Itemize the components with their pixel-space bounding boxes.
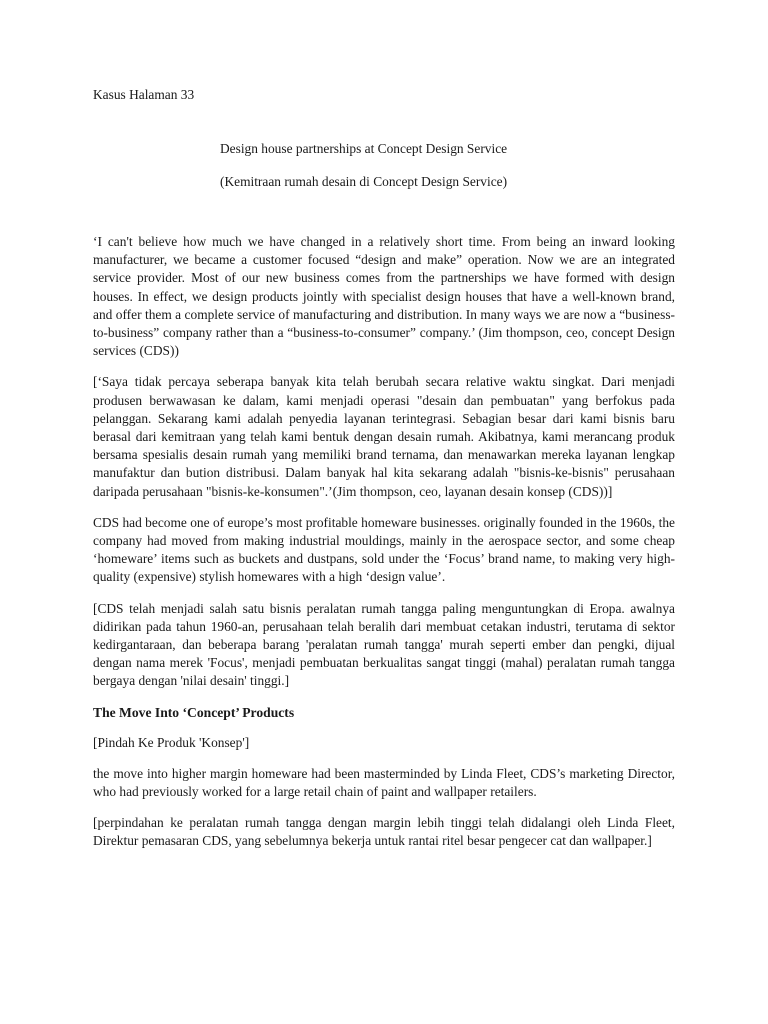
- paragraph-quote-en: ‘I can't believe how much we have changed in a relatively short time. From being an inward looking manufacturer, we became a customer focused “design and make” operation. Now we are an integrated service provider. Most of our new business comes from the partnerships we have formed with design houses. In effect, we design products jointly with specialist design houses that have a well-known brand, and offer them a complete service of manufacturing and distribution. In many ways we are now a “business-to-business” company rather than a “business-to-consumer” company.’ (Jim thompson, ceo, concept Design services (CDS)): [93, 234, 675, 359]
- paragraph-linda-fleet-en: the move into higher margin homeware had been masterminded by Linda Fleet, CDS’s marketing Director, who had previously worked for a large retail chain of paint and wallpaper retailers.: [93, 765, 675, 800]
- paragraph-linda-fleet-id: [perpindahan ke peralatan rumah tangga dengan margin lebih tinggi telah didalangi oleh Linda Fleet, Direktur pemasaran CDS, yang sebelumnya bekerja untuk rantai ritel besar pengecer cat dan wallpaper.]: [93, 815, 675, 849]
- case-label: Kasus Halaman 33: [93, 87, 195, 102]
- paragraph-quote-id: [‘Saya tidak percaya seberapa banyak kita telah berubah secara relative waktu singkat. Dari menjadi produsen berwawasan ke dalam, kami menjadi operasi "desain dan pembuatan" yang berfokus pada pelanggan. Sekarang kami adalah penyedia layanan terintegrasi. Sebagian besar dari kami bisnis baru berasal dari kemitraan yang telah kami bentuk dengan desain rumah. Akibatnya, kami merancang produk bersama spesialis desain rumah yang memiliki brand ternama, dan menawarkan mereka layanan lengkap manufaktur dan bution distribusi. Dalam banyak hal kita sekarang adalah "bisnis-ke-bisnis" perusahaan daripada perusahaan "bisnis-ke-konsumen".’(Jim thompson, ceo, layanan desain konsep (CDS))]: [93, 374, 675, 499]
- section-heading-translation: [Pindah Ke Produk 'Konsep']: [93, 734, 250, 750]
- section-heading: The Move Into ‘Concept’ Products: [93, 704, 295, 720]
- paragraph-cds-history-id: [CDS telah menjadi salah satu bisnis peralatan rumah tangga paling menguntungkan di Eropa. awalnya didirikan pada tahun 1960-an, perusahaan telah beralih dari membuat cetakan industri, terutama di sektor kedirgantaraan, dan beberapa barang 'peralatan rumah tangga' murah seperti ember dan pengki, dijual dengan nama merek 'Focus', menjadi pembuatan berkualitas sangat tinggi (mahal) peralatan rumah tangga bergaya dengan 'nilai desain' tinggi.]: [93, 600, 675, 689]
- document-page: [93, 86, 675, 864]
- paragraph-cds-history-en: CDS had become one of europe’s most profitable homeware businesses. originally founded in the 1960s, the company had moved from making industrial mouldings, mainly in the aerospace sector, and some cheap ‘homeware’ items such as buckets and dustpans, sold under the ‘Focus’ brand name, to making very high-quality (expensive) stylish homewares with a high ‘design value’.: [93, 514, 675, 585]
- title-english: Design house partnerships at Concept Design Service: [220, 141, 508, 156]
- title-indonesian: (Kemitraan rumah desain di Concept Design Service): [220, 174, 508, 189]
- title-block: [93, 140, 675, 191]
